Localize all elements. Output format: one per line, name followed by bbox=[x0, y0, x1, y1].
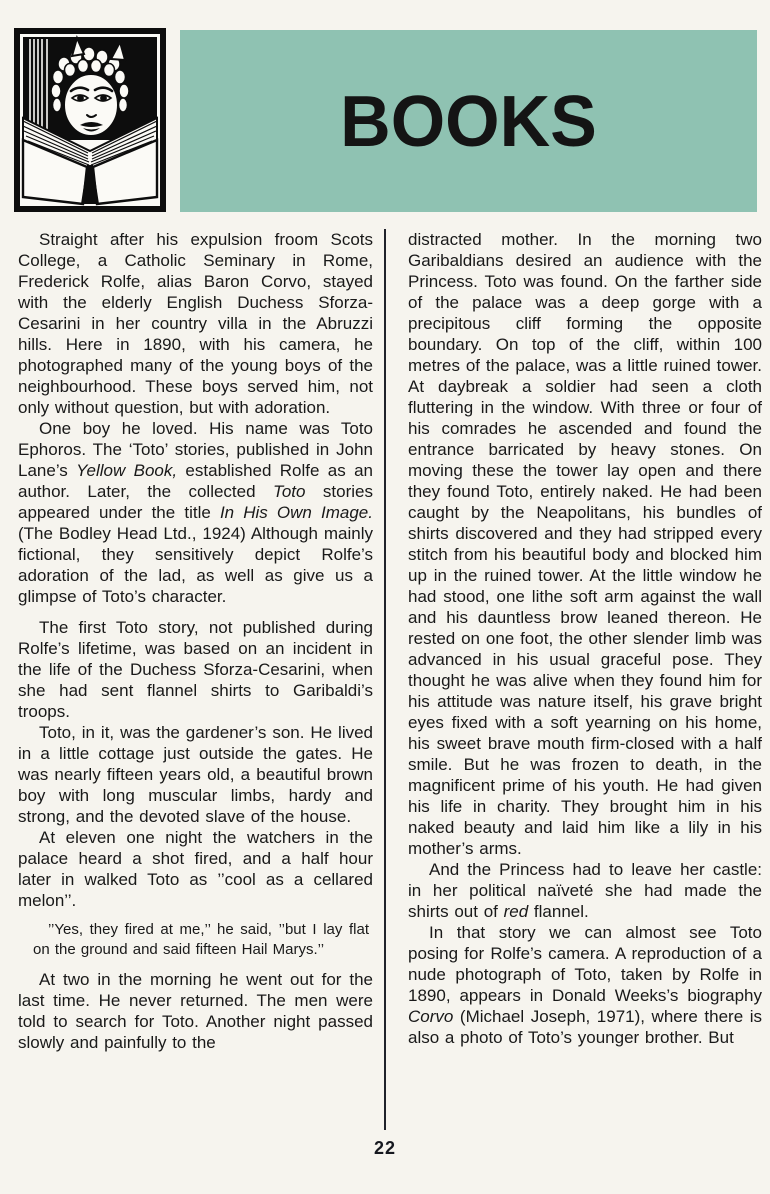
faun-reading-woodcut-icon bbox=[14, 28, 166, 212]
paragraph: And the Princess had to leave her castle: in her political naïveté she had made the shirts out of red flannel. bbox=[408, 860, 762, 921]
column-right bbox=[408, 229, 762, 1048]
quotation-paragraph: ’’Yes, they fired at me,’’ he said, ’’but I lay flat on the ground and said fifteen Hail Marys.’’ bbox=[33, 921, 369, 958]
page-footer bbox=[0, 1138, 770, 1159]
paragraph: In that story we can almost see Toto posing for Rolfe’s camera. A reproduction of a nude photograph of Toto, taken by Rolfe in 1890, appears in Donald Weeks’s biography Corvo (Michael Joseph, 1971), where there is also a photo of Toto’s younger brother. But bbox=[408, 923, 762, 1047]
books-banner bbox=[180, 30, 757, 212]
column-divider bbox=[384, 229, 386, 1130]
paragraph: At eleven one night the watchers in the palace heard a shot fired, and a half hour later in walked Toto as ’’cool as a cellared melon’’. bbox=[18, 828, 373, 910]
column-left bbox=[18, 229, 373, 1053]
faun-reading-illustration bbox=[14, 28, 166, 212]
paragraph: Toto, in it, was the gardener’s son. He lived in a little cottage just outside the gates. He was nearly fifteen years old, a beautiful brown boy with long muscular limbs, hardy and strong, and the devoted slave of the house. bbox=[18, 723, 373, 826]
paragraph: One boy he loved. His name was Toto Ephoros. The ‘Toto’ stories, published in John Lane’s Yellow Book, established Rolfe as an author. Later, the collected Toto stories appeared under the title In His Own Image. (The Bodley Head Ltd., 1924) Although mainly fictional, they sensitively depict Rolfe’s adoration of the lad, as well as give us a glimpse of Toto’s character. bbox=[18, 419, 373, 606]
paragraph: The first Toto story, not published during Rolfe’s lifetime, was based on an incident in the life of the Duchess Sforza-Cesarini, when she had sent flannel shirts to Garibaldi’s troops. bbox=[18, 618, 373, 721]
article-body bbox=[18, 229, 762, 1130]
page-number: 22 bbox=[373, 1138, 397, 1158]
paragraph: Straight after his expulsion froom Scots College, a Catholic Seminary in Rome, Frederick Rolfe, alias Baron Corvo, stayed with the elderly English Duchess Sforza-Cesarini in her country villa in the Abruzzi hills. Here in 1890, with his camera, he photographed many of the young boys of the neighbourhood. These boys served him, not only without question, but with adoration. bbox=[18, 230, 373, 417]
paragraph: At two in the morning he went out for the last time. He never returned. The men were told to search for Toto. Another night passed slowly and painfully to the bbox=[18, 970, 373, 1052]
section-title: BOOKS bbox=[340, 80, 597, 162]
paragraph: distracted mother. In the morning two Garibaldians desired an audience with the Princess. Toto was found. On the farther side of the palace was a deep gorge with a precipitous cliff forming the opposite boundary. On top of the cliff, within 100 metres of the palace, was a little ruined tower. At daybreak a soldier had seen a cloth fluttering in the window. With three or four of his comrades he ascended and found the entrance barricated by heavy stones. On moving these the tower lay open and there they found Toto, entirely naked. He had been caught by the Neapolitans, his bundles of shirts discovered and they had stripped every stitch from his beautiful body and blocked him up in the ruined tower. At the little window he had stood, one lithe soft arm against the wall and his dauntless brow leaned thereon. He rested on one foot, the other slender limb was advanced in his usual graceful pose. They thought he was alive when they found him for his attitude was nature itself, his grave bright eyes fixed with a soft yearning on his home, his sweet brave mouth firm-closed with a half smile. But he was frozen to death, in the magnificent prime of his youth. He had given his life in charity. They brought him in his naked beauty and laid him like a lily in his mother’s arms. bbox=[408, 230, 762, 858]
